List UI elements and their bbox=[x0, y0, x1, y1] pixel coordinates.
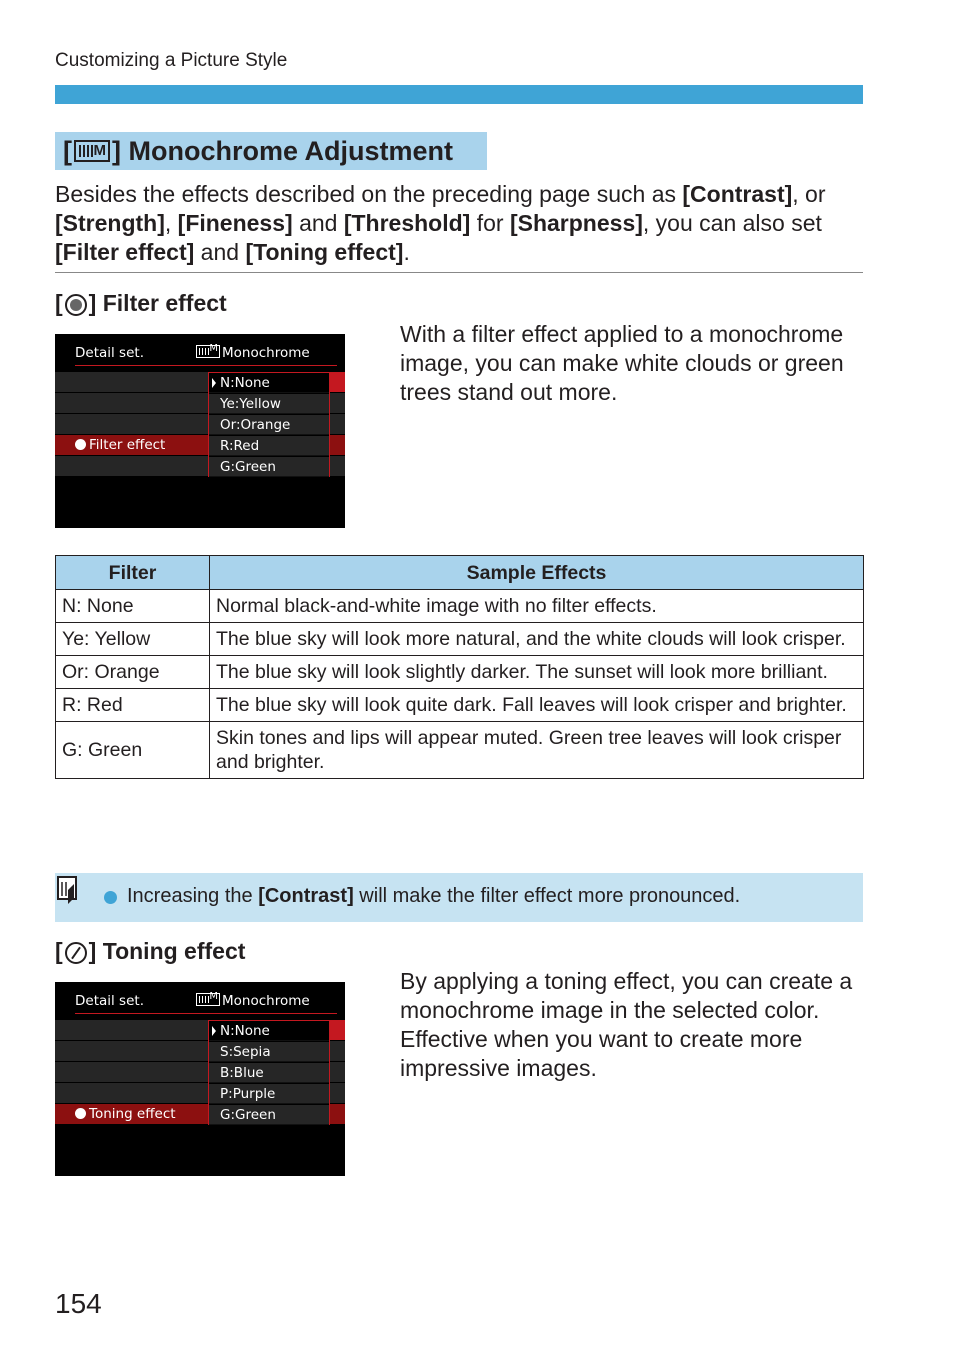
table-row bbox=[56, 623, 864, 656]
table-row bbox=[56, 656, 864, 689]
filter-sample-effect: The blue sky will look more natural, and the white clouds will look crisper. bbox=[210, 623, 864, 656]
table-header: Filter bbox=[56, 556, 210, 590]
monochrome-style-icon: M bbox=[196, 993, 220, 1006]
scroll-indicator bbox=[330, 1020, 345, 1040]
bracket-close: ] bbox=[112, 135, 121, 166]
menu-option[interactable]: N:None bbox=[209, 373, 329, 393]
toning-effect-heading: [ ] Toning effect bbox=[55, 938, 246, 964]
table-header-row bbox=[56, 556, 864, 590]
selected-setting-label[interactable]: Toning effect bbox=[75, 1106, 176, 1122]
note-icon bbox=[57, 876, 77, 906]
intro-paragraph: Besides the effects described on the preceding page such as [Contrast], or [Strength], [Fineness] and [Threshold] for [Sharpness], you can also set [Filter effect] and [Toning effect]. bbox=[55, 181, 826, 265]
toning-effect-description: By applying a toning effect, you can create a monochrome image in the selected color. Effective when you want to create more impressive images. bbox=[400, 968, 853, 1081]
filter-sample-effect: Normal black-and-white image with no filter effects. bbox=[210, 590, 864, 623]
monochrome-style-icon: M bbox=[196, 345, 220, 358]
filter-sample-effect: The blue sky will look slightly darker. The sunset will look more brilliant. bbox=[210, 656, 864, 689]
toning-options-menu bbox=[208, 1020, 330, 1125]
menu-option[interactable]: Or:Orange bbox=[209, 415, 329, 435]
table-row bbox=[56, 590, 864, 623]
bracket-open: [ bbox=[63, 135, 72, 166]
menu-option[interactable]: S:Sepia bbox=[209, 1042, 329, 1062]
screen-header-label: Detail set. bbox=[75, 345, 144, 361]
toning-effect-icon bbox=[75, 1108, 86, 1119]
note-text: Increasing the [Contrast] will make the filter effect more pronounced. bbox=[127, 885, 741, 907]
menu-option[interactable]: R:Red bbox=[209, 436, 329, 456]
section-title bbox=[55, 132, 487, 170]
filter-name: G: Green bbox=[56, 722, 210, 779]
monochrome-style-icon: M bbox=[74, 140, 110, 162]
menu-option[interactable]: B:Blue bbox=[209, 1063, 329, 1083]
filter-effect-description: With a filter effect applied to a monochrome image, you can make white clouds or green trees stand out more. bbox=[400, 321, 844, 405]
filter-table bbox=[55, 555, 864, 779]
filter-name: R: Red bbox=[56, 689, 210, 722]
toning-effect-icon bbox=[65, 942, 87, 964]
menu-option[interactable]: G:Green bbox=[209, 1105, 329, 1125]
selected-setting-label[interactable]: Filter effect bbox=[75, 437, 165, 453]
divider bbox=[55, 272, 863, 273]
selection-caret-icon bbox=[212, 378, 216, 388]
table-header: Sample Effects bbox=[210, 556, 864, 590]
selection-caret-icon bbox=[212, 1026, 216, 1036]
filter-sample-effect: The blue sky will look quite dark. Fall leaves will look crisper and brighter. bbox=[210, 689, 864, 722]
filter-effect-icon bbox=[65, 294, 87, 316]
bullet-icon bbox=[104, 891, 117, 904]
filter-name: N: None bbox=[56, 590, 210, 623]
table-row bbox=[56, 722, 864, 779]
filter-effect-heading: [ ] Filter effect bbox=[55, 290, 227, 316]
toning-effect-screen bbox=[55, 982, 345, 1176]
screen-style-label: M Monochrome bbox=[196, 345, 310, 361]
section-title-text: Monochrome Adjustment bbox=[128, 135, 454, 166]
menu-option[interactable]: P:Purple bbox=[209, 1084, 329, 1104]
menu-option[interactable]: N:None bbox=[209, 1021, 329, 1041]
filter-effect-screen bbox=[55, 334, 345, 528]
page-number: 154 bbox=[55, 1288, 102, 1319]
menu-option[interactable]: Ye:Yellow bbox=[209, 394, 329, 414]
screen-style-label: M Monochrome bbox=[196, 993, 310, 1009]
filter-name: Or: Orange bbox=[56, 656, 210, 689]
screen-header-label: Detail set. bbox=[75, 993, 144, 1009]
running-head: Customizing a Picture Style bbox=[55, 50, 288, 71]
filter-sample-effect: Skin tones and lips will appear muted. Green tree leaves will look crisper and brighter. bbox=[210, 722, 864, 779]
menu-option[interactable]: G:Green bbox=[209, 457, 329, 477]
filter-options-menu bbox=[208, 372, 330, 477]
table-row bbox=[56, 689, 864, 722]
header-bar bbox=[55, 85, 863, 104]
scroll-indicator bbox=[330, 372, 345, 392]
filter-name: Ye: Yellow bbox=[56, 623, 210, 656]
filter-effect-icon bbox=[75, 439, 86, 450]
